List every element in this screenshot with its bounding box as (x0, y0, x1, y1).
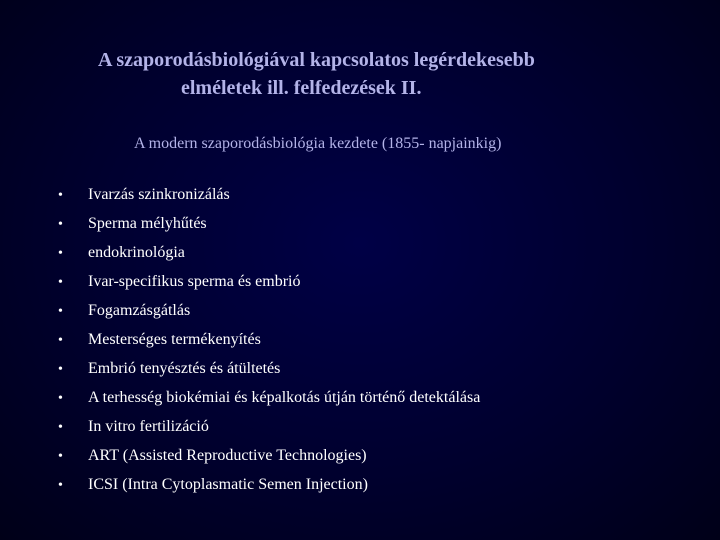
bullet-list (58, 180, 480, 499)
bullet-text: Mesterséges termékenyítés (88, 331, 261, 348)
bullet-item (58, 296, 480, 325)
bullet-icon: • (58, 275, 63, 290)
bullet-icon: • (58, 391, 63, 406)
bullet-icon: • (58, 362, 63, 377)
bullet-icon: • (58, 304, 63, 319)
slide-title (0, 46, 720, 102)
bullet-item (58, 470, 480, 499)
bullet-text: Ivarzás szinkronizálás (88, 186, 230, 203)
bullet-text: Ivar-specifikus sperma és embrió (88, 273, 301, 290)
bullet-item (58, 238, 480, 267)
bullet-text: In vitro fertilizáció (88, 418, 209, 435)
bullet-text: Sperma mélyhűtés (88, 215, 207, 232)
slide-title-line-2: elméletek ill. felfedezések II. (181, 77, 422, 99)
bullet-icon: • (58, 246, 63, 261)
bullet-text: Fogamzásgátlás (88, 302, 191, 319)
bullet-text: ICSI (Intra Cytoplasmatic Semen Injection) (88, 476, 368, 493)
bullet-icon: • (58, 420, 63, 435)
bullet-item (58, 383, 480, 412)
bullet-item (58, 180, 480, 209)
bullet-icon: • (58, 188, 63, 203)
bullet-text: Embrió tenyésztés és átültetés (88, 360, 281, 377)
bullet-text: A terhesség biokémiai és képalkotás útján történő detektálása (88, 389, 481, 406)
bullet-icon: • (58, 449, 63, 464)
bullet-item (58, 412, 480, 441)
bullet-item (58, 325, 480, 354)
slide-subtitle: A modern szaporodásbiológia kezdete (1855- napjainkig) (134, 135, 502, 152)
bullet-icon: • (58, 333, 63, 348)
bullet-item (58, 441, 480, 470)
bullet-item (58, 267, 480, 296)
bullet-icon: • (58, 217, 63, 232)
bullet-item (58, 354, 480, 383)
slide-title-line-1: A szaporodásbiológiával kapcsolatos legérdekesebb (98, 49, 535, 71)
bullet-text: endokrinológia (88, 244, 185, 261)
bullet-text: ART (Assisted Reproductive Technologies) (88, 447, 367, 464)
bullet-icon: • (58, 478, 63, 493)
bullet-item (58, 209, 480, 238)
